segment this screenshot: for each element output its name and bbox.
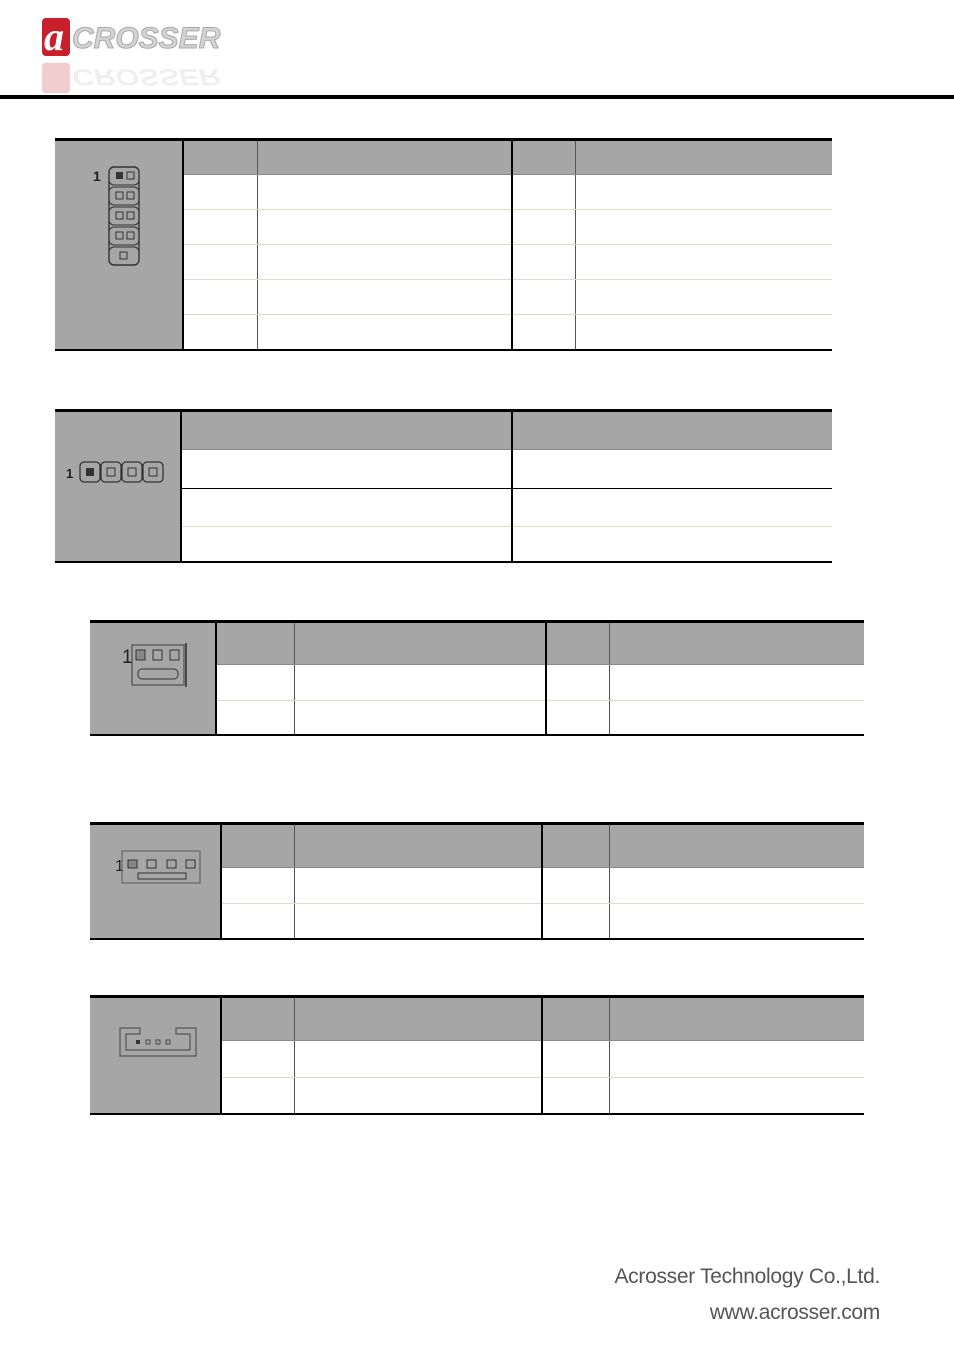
footer-url[interactable]: www.acrosser.com [709,1301,880,1324]
connector-diagram-cell [55,140,183,350]
pin-table-1 [55,138,832,351]
pin-table-2 [55,409,832,563]
pin-table-4 [90,822,864,940]
acrosser-logo [36,12,308,92]
pin1-label: 1 [122,647,133,668]
connector-diagram-cell [90,622,216,736]
pin-table-5 [90,995,864,1115]
svg-text:a: a [44,14,64,59]
pin-header-icon [55,412,181,558]
footer-company: Acrosser Technology Co.,Ltd. [614,1265,880,1288]
connector-diagram-cell [55,411,181,563]
connector-diagram-cell [90,824,221,940]
svg-text:CROSSER: CROSSER [72,22,221,55]
wafer-4pin-side-icon [90,998,221,1110]
connector-3pin-icon [90,623,216,731]
pin1-label: 1 [66,466,74,481]
svg-text:CROSSER: CROSSER [72,63,221,92]
header-rule [0,95,954,99]
box-header-icon [55,143,183,343]
pin-table-3 [90,620,864,736]
wafer-4pin-icon [90,825,221,935]
pin1-label: 1 [115,858,124,875]
pin1-label: 1 [93,168,101,185]
connector-diagram-cell [90,997,221,1115]
